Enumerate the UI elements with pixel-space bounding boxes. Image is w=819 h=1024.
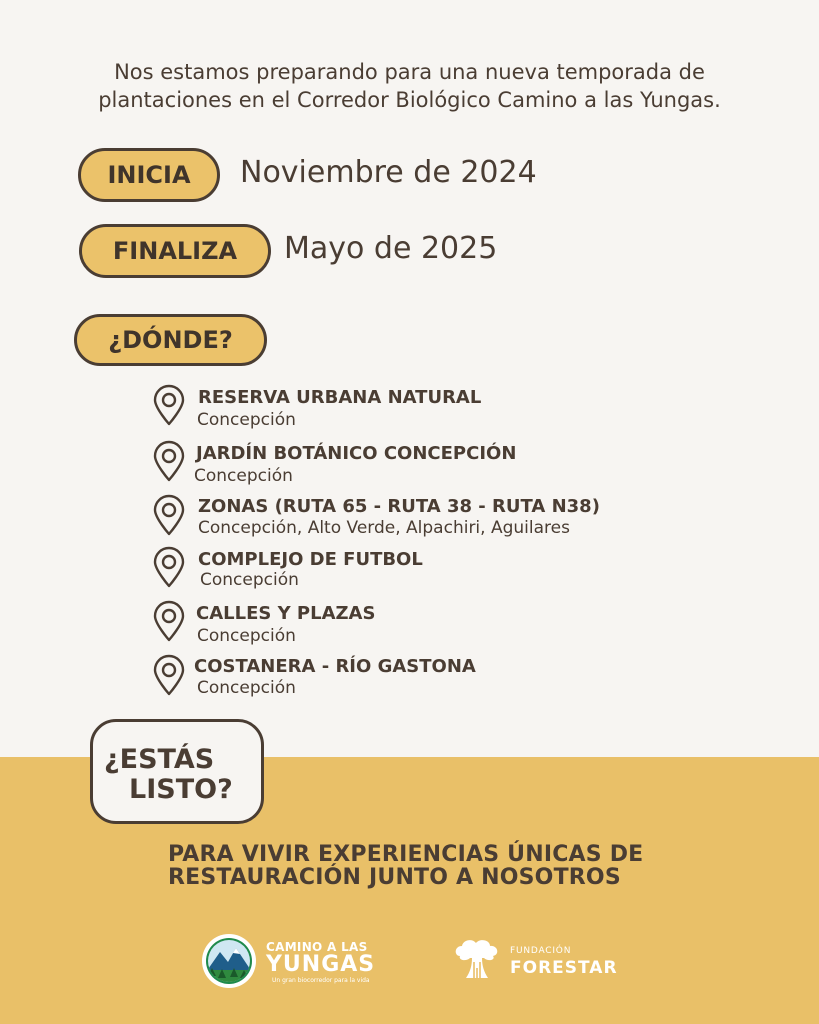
start-label-badge — [78, 148, 220, 202]
camino-logo-line-1: CAMINO A LAS — [266, 940, 368, 954]
location-city: Concepción — [200, 570, 299, 590]
ready-line-1: ¿ESTÁS — [104, 744, 215, 775]
location-pin-icon — [152, 440, 186, 482]
location-city: Concepción — [197, 410, 296, 430]
camino-logo-tagline: Un gran biocorredor para la vida — [272, 977, 370, 984]
start-date: Noviembre de 2024 — [240, 155, 537, 190]
location-city: Concepción — [197, 678, 296, 698]
camino-yungas-logo — [200, 932, 390, 990]
call-to-action — [168, 843, 728, 889]
ready-callout — [90, 719, 264, 824]
location-city: Concepción — [197, 626, 296, 646]
location-pin-icon — [152, 600, 186, 642]
cta-line-2: RESTAURACIÓN JUNTO A NOSOTROS — [168, 865, 621, 890]
intro-line-2: plantaciones en el Corredor Biológico Camino a las Yungas. — [98, 88, 721, 112]
end-label: FINALIZA — [112, 237, 238, 265]
where-label: ¿DÓNDE? — [108, 326, 233, 354]
location-pin-icon — [152, 546, 186, 588]
end-label-badge — [79, 224, 271, 278]
intro-line-1: Nos estamos preparando para una nueva temporada de — [114, 60, 705, 84]
location-name: RESERVA URBANA NATURAL — [198, 387, 482, 408]
location-name: JARDÍN BOTÁNICO CONCEPCIÓN — [196, 443, 517, 464]
intro-text — [0, 58, 819, 114]
location-name: COMPLEJO DE FUTBOL — [198, 549, 423, 570]
location-pin-icon — [152, 494, 186, 536]
forestar-logo-line-1: FUNDACIÓN — [510, 946, 572, 956]
location-name: COSTANERA - RÍO GASTONA — [194, 656, 476, 677]
location-city: Concepción — [194, 466, 293, 486]
cta-line-1: PARA VIVIR EXPERIENCIAS ÚNICAS DE — [168, 842, 644, 867]
location-city: Concepción, Alto Verde, Alpachiri, Aguilares — [198, 518, 570, 538]
where-badge — [74, 314, 267, 366]
forestar-logo — [452, 938, 622, 982]
location-pin-icon — [152, 384, 186, 426]
location-name: CALLES Y PLAZAS — [196, 603, 376, 624]
location-name: ZONAS (RUTA 65 - RUTA 38 - RUTA N38) — [198, 496, 600, 517]
mountain-emblem-icon — [200, 932, 258, 990]
location-pin-icon — [152, 654, 186, 696]
forestar-logo-line-2: FORESTAR — [510, 958, 618, 978]
camino-logo-line-2: YUNGAS — [266, 952, 376, 977]
end-date: Mayo de 2025 — [284, 231, 498, 266]
ready-line-2: LISTO? — [129, 774, 233, 805]
start-label: INICIA — [107, 161, 191, 189]
tree-icon — [452, 938, 502, 982]
